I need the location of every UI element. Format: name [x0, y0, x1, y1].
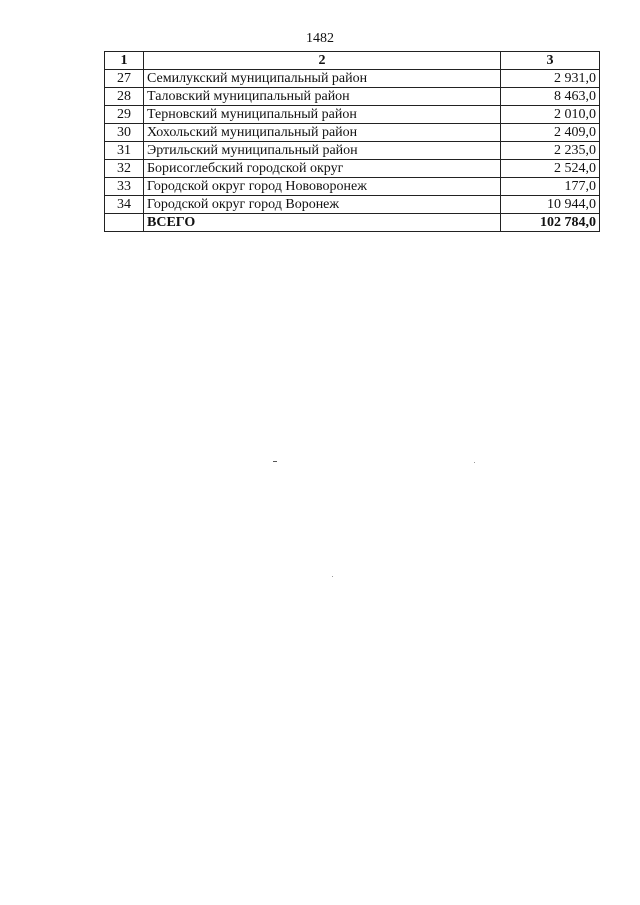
row-value: 177,0	[501, 178, 600, 196]
total-row-number	[105, 214, 144, 232]
table-row	[105, 178, 600, 196]
table-row	[105, 142, 600, 160]
scan-speck	[474, 462, 475, 463]
row-value: 2 524,0	[501, 160, 600, 178]
row-number: 28	[105, 88, 144, 106]
row-name: Терновский муниципальный район	[144, 106, 501, 124]
row-value: 2 010,0	[501, 106, 600, 124]
table-row	[105, 124, 600, 142]
table-body	[105, 70, 600, 232]
column-header-3: 3	[501, 52, 600, 70]
row-number: 30	[105, 124, 144, 142]
table-row	[105, 106, 600, 124]
table-header-row	[105, 52, 600, 70]
row-number: 33	[105, 178, 144, 196]
total-value: 102 784,0	[501, 214, 600, 232]
row-number: 29	[105, 106, 144, 124]
row-name: Хохольский муниципальный район	[144, 124, 501, 142]
row-name: Семилукский муниципальный район	[144, 70, 501, 88]
table-row	[105, 88, 600, 106]
column-header-1: 1	[105, 52, 144, 70]
row-name: Городской округ город Нововоронеж	[144, 178, 501, 196]
row-name: Борисоглебский городской округ	[144, 160, 501, 178]
row-name: Таловский муниципальный район	[144, 88, 501, 106]
table-row	[105, 70, 600, 88]
page-number: 1482	[306, 31, 334, 46]
row-value: 2 409,0	[501, 124, 600, 142]
column-header-2: 2	[144, 52, 501, 70]
row-name: Эртильский муниципальный район	[144, 142, 501, 160]
scan-speck	[273, 461, 277, 462]
row-number: 34	[105, 196, 144, 214]
row-number: 32	[105, 160, 144, 178]
row-value: 8 463,0	[501, 88, 600, 106]
table-row	[105, 196, 600, 214]
total-label: ВСЕГО	[144, 214, 501, 232]
row-number: 31	[105, 142, 144, 160]
row-value: 2 235,0	[501, 142, 600, 160]
budget-table	[104, 51, 600, 232]
row-number: 27	[105, 70, 144, 88]
row-name: Городской округ город Воронеж	[144, 196, 501, 214]
row-value: 10 944,0	[501, 196, 600, 214]
row-value: 2 931,0	[501, 70, 600, 88]
total-row	[105, 214, 600, 232]
scan-speck	[332, 576, 333, 577]
table-row	[105, 160, 600, 178]
